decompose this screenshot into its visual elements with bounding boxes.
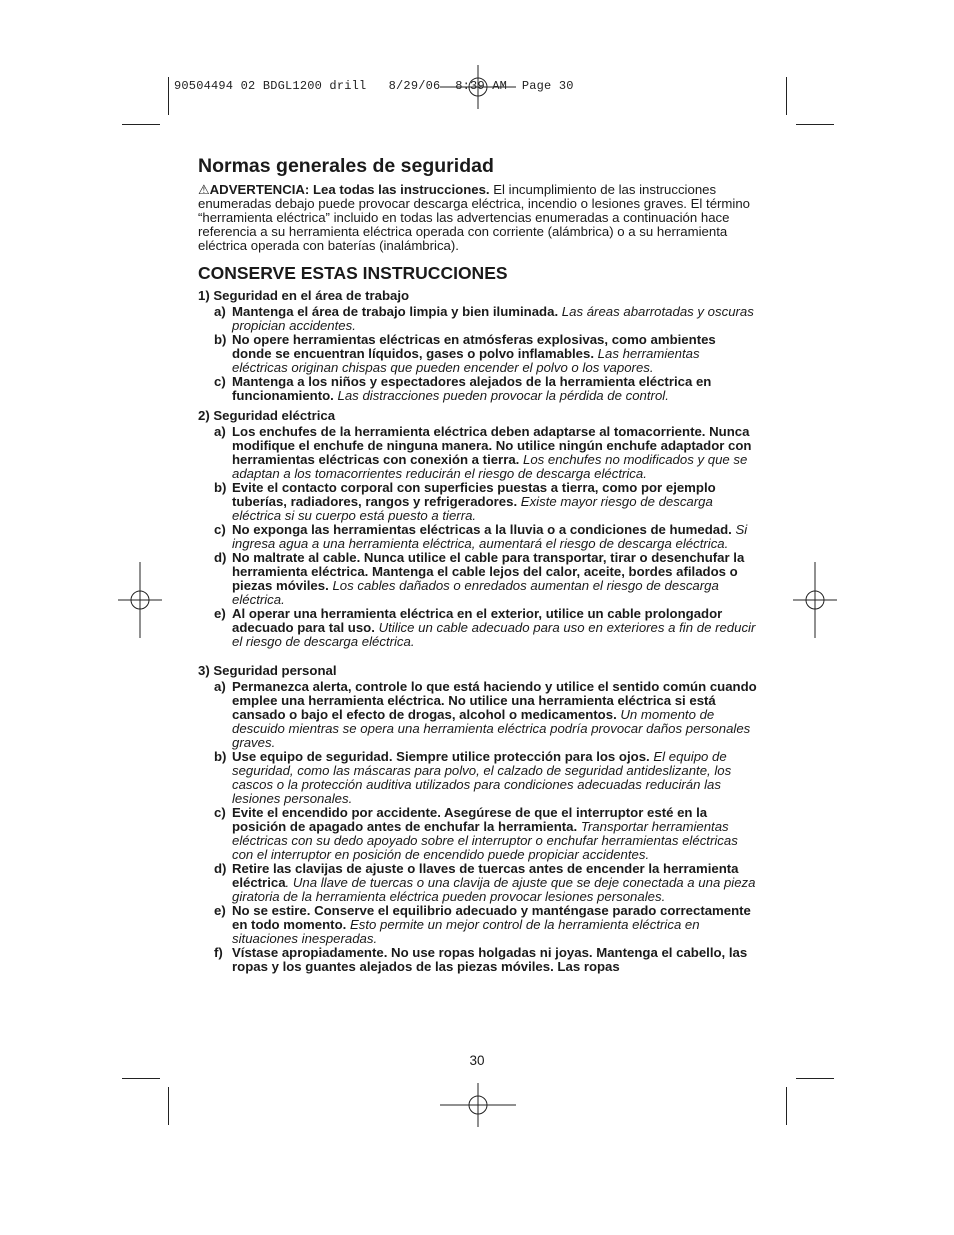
item-italic: Las distracciones pueden provocar la pérdida de control. bbox=[337, 388, 669, 403]
crop-mark bbox=[122, 124, 160, 125]
list-item bbox=[198, 523, 758, 551]
item-bold: No maltrate al cable. Nunca utilice el cable para transportar, tirar o desenchufar la herramienta eléctrica. Mantenga el cable lejos del calor, aceite, bordes afilados o piezas móviles. bbox=[232, 550, 745, 593]
item-letter: c) bbox=[214, 522, 226, 537]
item-italic: Las áreas abarrotadas y oscuras propician accidentes. bbox=[232, 304, 754, 333]
item-bold: Retire las clavijas de ajuste o llaves de tuercas antes de encender la herramienta eléctrica bbox=[232, 861, 739, 890]
page-title: Normas generales de seguridad bbox=[198, 155, 494, 177]
item-letter: b) bbox=[214, 332, 227, 347]
list-item bbox=[198, 305, 758, 333]
item-italic: Utilice un cable adecuado para uso en exteriores a fin de reducir el riesgo de descarga eléctrica. bbox=[232, 620, 756, 649]
list-item bbox=[198, 680, 758, 750]
list-item bbox=[198, 904, 758, 946]
item-bold: No opere herramientas eléctricas en atmósferas explosivas, como ambientes donde se encuentran líquidos, gases o polvo inflamables. bbox=[232, 332, 716, 361]
item-letter: d) bbox=[214, 861, 227, 876]
warning-bold: ADVERTENCIA: Lea todas las instrucciones. bbox=[209, 182, 490, 197]
registration-mark-right bbox=[793, 562, 837, 638]
item-italic: Si ingresa agua a una herramienta eléctrica, aumentará el riesgo de descarga eléctrica. bbox=[232, 522, 748, 551]
item-bold: No se estire. Conserve el equilibrio adecuado y manténgase parado correctamente en todo momento. bbox=[232, 903, 751, 932]
item-bold: Permanezca alerta, controle lo que está haciendo y utilice el sentido común cuando emplee una herramienta eléctrica. No utilice una herramienta eléctrica si está cansado o bajo el efecto de drogas, alcohol o medicamentos. bbox=[232, 679, 757, 722]
crop-mark bbox=[796, 124, 834, 125]
list-item bbox=[198, 551, 758, 607]
page-number: 30 bbox=[469, 1053, 485, 1068]
print-slug-line: 90504494 02 BDGL1200 drill 8/29/06 8:39 AM Page 30 bbox=[174, 79, 574, 93]
item-italic: Un momento de descuido mientras se opera una herramienta eléctrica podría provocar daños personales graves. bbox=[232, 707, 751, 750]
item-bold: Evite el contacto corporal con superficies puestas a tierra, como por ejemplo tuberías, radiadores, rangos y refrigeradores. bbox=[232, 480, 716, 509]
list-item bbox=[198, 425, 758, 481]
item-italic: El equipo de seguridad, como las máscaras para polvo, el calzado de seguridad antideslizante, los cascos o la protección auditiva utilizados para condiciones adecuadas reducirán las lesiones personales. bbox=[232, 749, 732, 806]
subsection-heading: 3) Seguridad personal bbox=[198, 663, 337, 678]
item-letter: c) bbox=[214, 374, 226, 389]
list-item bbox=[198, 750, 758, 806]
subsection-heading: 2) Seguridad eléctrica bbox=[198, 408, 336, 423]
item-italic: Transportar herramientas eléctricas con su dedo apoyado sobre el interruptor o enchufar herramientas eléctricas con el interruptor en posición de encendido puede propiciar accidentes. bbox=[232, 819, 738, 862]
item-italic: . Una llave de tuercas o una clavija de ajuste que se deje conectada a una pieza giratoria de la herramienta eléctrica pueden provocar lesiones personales. bbox=[232, 875, 756, 904]
item-letter: b) bbox=[214, 480, 227, 495]
section-title: CONSERVE ESTAS INSTRUCCIONES bbox=[198, 263, 508, 283]
item-bold: Los enchufes de la herramienta eléctrica deben adaptarse al tomacorriente. Nunca modifique el enchufe de ninguna manera. No utilice ningún enchufe adaptador con herramientas eléctricas con conexión a tierra. bbox=[232, 424, 752, 467]
item-italic: Los cables dañados o enredados aumentan el riesgo de descarga eléctrica. bbox=[232, 578, 719, 607]
crop-mark bbox=[786, 1087, 787, 1125]
item-letter: a) bbox=[214, 679, 226, 694]
registration-mark-top bbox=[440, 65, 516, 109]
rule-list bbox=[198, 305, 758, 403]
list-item bbox=[198, 862, 758, 904]
item-letter: b) bbox=[214, 749, 227, 764]
item-letter: a) bbox=[214, 304, 226, 319]
item-letter: e) bbox=[214, 606, 226, 621]
item-bold: Al operar una herramienta eléctrica en el exterior, utilice un cable prolongador adecuado para tal uso. bbox=[232, 606, 723, 635]
subsection-heading: 1) Seguridad en el área de trabajo bbox=[198, 288, 410, 303]
crop-mark bbox=[122, 1078, 160, 1079]
item-letter: a) bbox=[214, 424, 226, 439]
rule-list bbox=[198, 425, 758, 649]
item-letter: f) bbox=[214, 945, 223, 960]
registration-mark-bottom bbox=[440, 1083, 516, 1127]
list-item bbox=[198, 806, 758, 862]
crop-mark bbox=[168, 77, 169, 115]
warning-paragraph bbox=[198, 183, 758, 253]
item-bold: Mantenga a los niños y espectadores alejados de la herramienta eléctrica en funcionamiento. bbox=[232, 374, 712, 403]
item-italic: Los enchufes no modificados y que se adaptan a los tomacorrientes reducirán el riesgo de descarga eléctrica. bbox=[232, 452, 748, 481]
list-item bbox=[198, 607, 758, 649]
list-item bbox=[198, 946, 758, 974]
item-letter: e) bbox=[214, 903, 226, 918]
item-bold: Vístase apropiadamente. No use ropas holgadas ni joyas. Mantenga el cabello, las ropas y los guantes alejados de las piezas móviles. Las ropas bbox=[232, 945, 748, 974]
item-letter: d) bbox=[214, 550, 227, 565]
registration-mark-left bbox=[118, 562, 162, 638]
warning-text: El incumplimiento de las instrucciones enumeradas debajo puede provocar descarga eléctrica, incendio o lesiones graves. El término “herramienta eléctrica” incluido en todas las advertencias enumeradas a continuación hace referencia a su herramienta eléctrica operada con corriente (alámbrica) o a su herramienta eléctrica operada con baterías (inalámbrica). bbox=[198, 182, 751, 253]
item-bold: No exponga las herramientas eléctricas a la lluvia o a condiciones de humedad. bbox=[232, 522, 732, 537]
rule-list bbox=[198, 680, 758, 974]
item-bold: Mantenga el área de trabajo limpia y bien iluminada. bbox=[232, 304, 559, 319]
page-content bbox=[198, 154, 758, 974]
item-italic: Esto permite un mejor control de la herramienta eléctrica en situaciones inesperadas. bbox=[232, 917, 700, 946]
item-italic: Las herramientas eléctricas originan chispas que pueden encender el polvo o los vapores. bbox=[232, 346, 700, 375]
list-item bbox=[198, 333, 758, 375]
item-bold: Evite el encendido por accidente. Asegúrese de que el interruptor esté en la posición de apagado antes de enchufar la herramienta. bbox=[232, 805, 708, 834]
item-italic: Existe mayor riesgo de descarga eléctrica si su cuerpo está puesto a tierra. bbox=[232, 494, 713, 523]
list-item bbox=[198, 481, 758, 523]
list-item bbox=[198, 375, 758, 403]
warning-triangle-icon: ⚠ bbox=[198, 182, 210, 197]
crop-mark bbox=[786, 77, 787, 115]
item-bold: Use equipo de seguridad. Siempre utilice protección para los ojos. bbox=[232, 749, 650, 764]
crop-mark bbox=[168, 1087, 169, 1125]
crop-mark bbox=[796, 1078, 834, 1079]
item-letter: c) bbox=[214, 805, 226, 820]
